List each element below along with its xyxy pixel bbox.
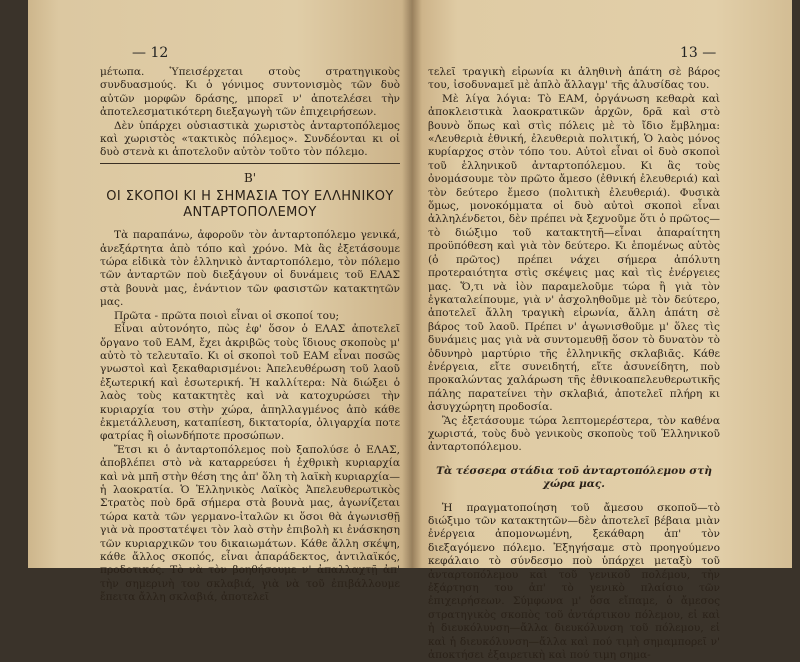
left-paragraph-5: Εἶναι αὐτονόητο, πὼς ἐφ' ὅσον ὁ ΕΛΑΣ ἀποτελεῖ ὄργανο τοῦ ΕΑΜ, ἔχει ἀκριβῶς τοὺς ἴδιους σκοποὺς μ' αὐτὸ τὸ τελευταῖο. Κι οἱ σκοποὶ τοῦ ΕΑΜ εἶναι ποσῶς γνωστοὶ καὶ ξεκαθαρισμένοι: Ἀπελευθέρωση τοῦ λαοῦ ἐξωτερική καὶ ἐσωτερική. Ἡ καλλίτερα: Νὰ διώξει ὁ λαὸς τοὺς κατακτητὲς καὶ νὰ κατοχυρώσει τὴν κυριαρχία του στὴν χώρα, ἀπηλλαγμένος ἀπὸ κάθε ἐκμετάλλευση, καταπίεση, δικτατορία, ὀλιγαρχία ποτε φατρίας ἢ οἱωνδήποτε προσώπων. <box>100 323 400 443</box>
right-paragraph-4: Ἡ πραγματοποίηση τοῦ ἄμεσου σκοποῦ—τὸ διώξιμο τῶν κατακτητῶν—δὲν ἀποτελεῖ βέβαια μιὰν ἐνέργεια ἀπομονωμένη, ξεκάθαρη ἀπ' τὸν διεξαγόμενο πόλεμο. Ἐξηγήσαμε στὸ προηγούμενο κεφάλαιο τὸ σύνδεσμο ποὺ ὑπάρχει μεταξὺ τοῦ ἀνταρτοπόλεμου καὶ τοῦ γενικοῦ πολέμου, τὴν ἐξάρτηση του ἀπ' τὸ γενικὸ πλαίσιο τῶν ἐπιχειρήσεων. Σύμφωνα μ' ὅσα εἴπαμε, ὁ ἄμεσος στρατηγικὸς σκοπὸς τοῦ ἀντάρτικου πόλεμου, εἰ καὶ ἡ διευκόλυνση—ἄλλα διευκόλυνση τοῦ πόλεμου, εἰ καὶ ἡ διευκόλυνση—ἄλλα καὶ πού τιμὴ σημαμπορεῖ ν' ἀποκτήσει ἐξαιρετικὴ καὶ πού τιμη σημα- <box>428 501 720 662</box>
right-page-text <box>428 66 720 662</box>
right-paragraph-3: Ἂς ἐξετάσουμε τώρα λεπτομερέστερα, τὸν καθένα χωριστά, τοὺς δυὸ γενικοὺς σκοποὺς τοῦ Ἑλληνικοῦ ἀνταρτοπόλεμου. <box>428 414 720 454</box>
left-page <box>28 0 412 604</box>
left-paragraph-6: Ἔτσι κι ὁ ἀνταρτοπόλεμος ποὺ ξαπολύσε ὁ ΕΛΑΣ, ἀποβλέπει στὸ νὰ καταρρεύσει ἡ ἐχθρικὴ κυριαρχία καὶ νὰ μπῆ στὴν θέση της ἀπ' ὅλη τὴ λαϊκὴ κυριαρχία—ἡ λαοκρατία. Ὁ Ἑλληνικὸς Λαϊκὸς Ἀπελευθερωτικὸς Στρατὸς ποὺ δρᾶ σήμερα στὰ βουνὰ μας, ἀγωνίζεται τώρα κατὰ τῶν γερμανο-ἰταλῶν κι ὅσοι θὰ ἀγωνισθῇ γιὰ νὰ προστατέψει τὸν λαὸ στὴν ἐπιβολὴ κι ἐνάσκηση τῶν κυριαρχικῶν του δικαιωμάτων. Κάθε ἄλλη σκέψη, κάθε ἄλλος σκοπός, εἶναι ἀπαράδεκτος, ἀντιλαϊκός, προδοτικός. Τὸ νὰ τὸν βοηθήσουμε ν' ἀπαλλαχτῇ ἀπ' τὴν σημερινὴ του σκλαβιά, γιὰ νὰ τοῦ ἐπιβάλλουμε ἔπειτα ἄλλη σκλαβιά, ἀποτελεῖ <box>100 443 400 604</box>
page-number-right: 13 — <box>680 45 717 61</box>
book-gutter <box>402 0 422 568</box>
right-page <box>412 0 792 662</box>
page-number-left: — 12 <box>132 45 169 61</box>
section-number: Β' <box>243 170 257 185</box>
right-paragraph-1: τελεῖ τραγικὴ εἰρωνία κι ἀληθινὴ ἀπάτη σὲ βάρος του, ἰσοδυναμεῖ μὲ ἁπλὸ ἄλλαγμ' τῆς ἀλυσίδας του. <box>428 66 720 92</box>
left-paragraph-2: Δὲν ὑπάρχει οὐσιαστικὰ χωριστὸς ἀνταρτοπόλεμος καὶ χωριστὸς «τακτικὸς πόλεμος». Συνδέονται κι οἱ δυὸ στενὰ κι ἀποτελοῦν αὐτὸν τοῦτο τὸν πόλεμο. <box>100 119 400 159</box>
section-title: ΟΙ ΣΚΟΠΟΙ ΚΙ Η ΣΗΜΑΣΙΑ ΤΟΥ ΕΛΛΗΝΙΚΟΥ ΑΝΤΑΡΤΟΠΟΛΕΜΟΥ <box>106 189 394 221</box>
right-paragraph-2: Μὲ λίγα λόγια: Τὸ ΕΑΜ, ὀργάνωση κεθαρὰ καὶ ἀποκλειστικὰ λαοκρατικῶν ἀρχῶν, δρᾶ καὶ στὸ βουνὸ ὅπως καὶ στὶς πόλεις μὲ τὸ ἴδιο ἔμβλημα: «Λευθεριὰ ἐθνική, ἐλευθεριὰ πολιτική, Ὁ λαὸς μόνος κυρίαρχος στὸν τόπο του. Αὐτοὶ εἶναι οἱ δυὸ σκοποὶ τοῦ ἑλληνικοῦ ἀνταρτοπόλεμου. Κι ἂς τοὺς ὀνομάσουμε τὸν πρῶτο ἄμεσο (ἐθνική ἐλευθεριά) καὶ τὸν δεύτερο ἔμεσο (πολιτικὴ ἐλευθεριά). Φυσικὰ ὅμως, μονοκόμματα οἱ δυὸ αὐτοὶ σκοποὶ εἶναι ἀλληλένδετοι, δὲν πρέπει νὰ ξεχνοῦμε ὅτι ὁ πρῶτος—τὸ διώξιμο τοῦ κατακτητῆ—εἶναι ἀπαραίτητη προϋπόθεση καὶ γιὰ τὸν δεύτερο. Κι ἑπομένως αὐτὸς (ὁ πρῶτος) πρέπει νάχει σήμερα ἀπόλυτη προτεραιότητα στὶς σκέψεις μας καὶ τὶς ἐνέργειες μας. Ὅ,τι νὰ ἰὸν παραμελοῦμε τώρα ἢ γιὰ τὸν ἐγκαταλείπουμε, γιὰ ν' ἀσχοληθοῦμε μὲ τὸν δεύτερο, ἀποτελεῖ ἄλλη τραγικὴ εἰρωνία, ἄλλη ἀπάτη σὲ βάρος τοῦ λαοῦ. Πρέπει ν' ἀγωνισθοῦμε μ' ὅλες τὶς δυνάμεις μας γιὰ νὰ συντομευθῇ ὅσον τὸ δυνατὸν τὸ ὀδυνηρὸ μαρτύριο τῆς ἑλληνικῆς σκλαβιᾶς. Κάθε ἐνέργεια, εἴτε συνειδητή, εἴτε ἀσυνείδητη, ποὺ προκαλώντας χαλάρωση τῆς ἐθνικοαπελευθερωτικῆς πάλης παρατείνει τὴν σκλαβιά, ἀποτελεῖ πλήρη κι ἀσυγχώρητη προδοσία. <box>428 92 720 414</box>
subsection-heading: Τὰ τέσσερα στάδια τοῦ ἀνταρτοπόλεμου στὴ χώρα μας. <box>436 464 712 491</box>
left-paragraph-1: μέτωπα. Ὑπεισέρχεται στοὺς στρατηγικοὺς συνδυασμούς. Κι ὁ γόνιμος συντονισμὸς τῶν δυὸ αὐτῶν μορφῶν δράσης, μπορεῖ ν' ἀποτελέσει τὴν ἀποτελεσματικότερη διεξαγωγὴ τῶν ἐπιχειρήσεων. <box>100 66 400 119</box>
left-paragraph-3: Τὰ παραπάνω, ἀφοροῦν τὸν ἀνταρτοπόλεμο γενικά, ἀνεξάρτητα ἀπὸ τόπο καὶ χρόνο. Μὰ ἂς ἐξετάσουμε τώρα εἰδικὰ τὸν ἑλληνικὸ ἀνταρτοπόλεμο, τὸν πόλεμο τῶν ἀνταρτῶν ποὺ διεξάγουν οἱ δυνάμεις τοῦ ΕΛΑΣ στὰ βουνὰ μας, ἐνάντιον τῶν φασιστῶν κατακτητῶν μας. <box>100 229 400 309</box>
left-paragraph-4: Πρῶτα - πρῶτα ποιοὶ εἶναι οἱ σκοποί του; <box>114 309 340 322</box>
left-page-text <box>100 66 400 605</box>
section-divider <box>100 163 400 164</box>
